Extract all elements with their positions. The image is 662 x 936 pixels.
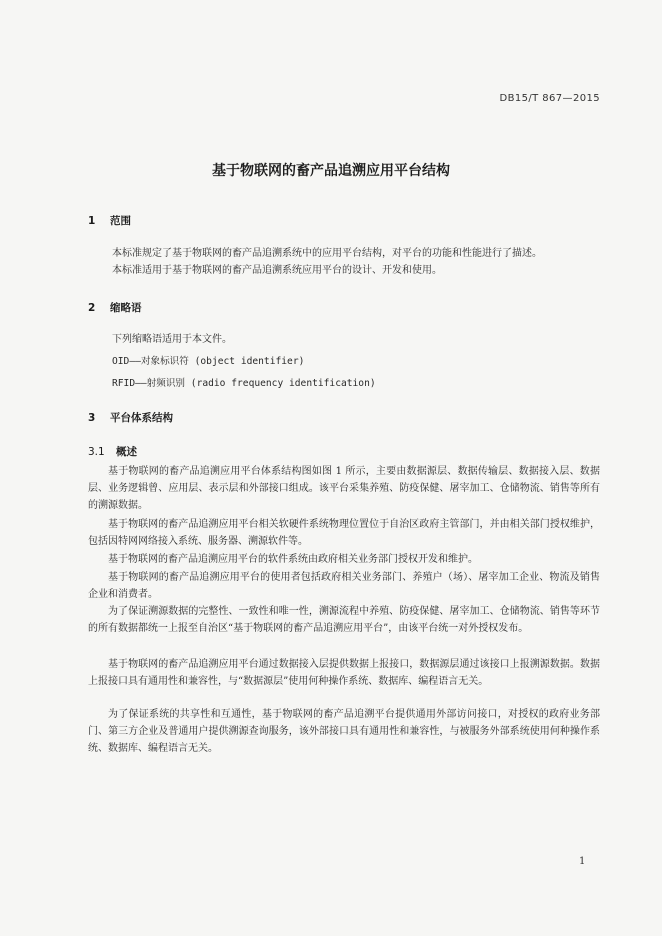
subsection-3-1-number: 3.1 [88,446,105,458]
overview-paragraph-1: 基于物联网的畜产品追溯应用平台体系结构图如图 1 所示，主要由数据源层、数据传输层、数据接入层、数据层、业务逻辑曾、应用层、表示层和外部接口组成。该平台采集养殖、防疫保健、屠宰加工、仓储物流、销售等所有的溯源数据。 [88,466,600,512]
overview-paragraph-6: 基于物联网的畜产品追溯应用平台通过数据接入层提供数据上报接口，数据源层通过该接口上报溯源数据。数据上报接口具有通用性和兼容性，与“数据源层”使用何种操作系统、数据库、编程语言无关。 [88,659,600,688]
overview-paragraph-4: 基于物联网的畜产品追溯应用平台的使用者包括政府相关业务部门、养殖户（场）、屠宰加工企业、物流及销售企业和消费者。 [88,572,600,601]
scope-line-2: 本标准适用于基于物联网的畜产品追溯系统应用平台的设计、开发和使用。 [112,265,442,276]
abbreviation-oid: OID——对象标识符 (object identifier) [112,356,305,367]
overview-paragraph-7: 为了保证系统的共享性和互通性，基于物联网的畜产品追溯平台提供通用外部访问接口，对授权的政府业务部门、第三方企业及普通用户提供溯源查询服务，该外部接口具有通用性和兼容性，与被服务外部系统使用何种操作系统、数据库、编程语言无关。 [88,709,600,755]
document-title: 基于物联网的畜产品追溯应用平台结构 [212,163,450,179]
section-3-number: 3 [88,412,96,424]
overview-paragraph-2: 基于物联网的畜产品追溯应用平台相关软硬件系统物理位置位于自治区政府主管部门，并由相关部门授权维护，包括因特网网络接入系统、服务器、溯源软件等。 [88,519,600,548]
subsection-3-1-heading [88,444,137,459]
page-number: 1 [579,856,586,867]
abbreviations-intro: 下列缩略语适用于本文件。 [112,334,232,345]
overview-paragraph-3: 基于物联网的畜产品追溯应用平台的软件系统由政府相关业务部门授权开发和维护。 [108,554,478,565]
document-code: DB15/T 867—2015 [499,93,600,104]
scope-line-1: 本标准规定了基于物联网的畜产品追溯系统中的应用平台结构，对平台的功能和性能进行了描述。 [112,248,542,259]
subsection-3-1-title: 概述 [116,446,137,458]
section-2-number: 2 [88,302,96,314]
section-3-heading [88,410,173,425]
overview-paragraph-5: 为了保证溯源数据的完整性、一致性和唯一性，溯源流程中养殖、防疫保健、屠宰加工、仓储物流、销售等环节的所有数据都统一上报至自治区“基于物联网的畜产品追溯应用平台”，由该平台统一对外授权发布。 [88,606,600,635]
section-3-title: 平台体系结构 [110,412,173,424]
section-1-heading [88,213,131,228]
section-1-number: 1 [88,215,96,227]
section-2-title: 缩略语 [110,302,142,314]
abbreviation-rfid: RFID——射频识别 (radio frequency identification) [112,378,376,389]
section-1-title: 范围 [110,215,131,227]
section-2-heading [88,300,142,315]
